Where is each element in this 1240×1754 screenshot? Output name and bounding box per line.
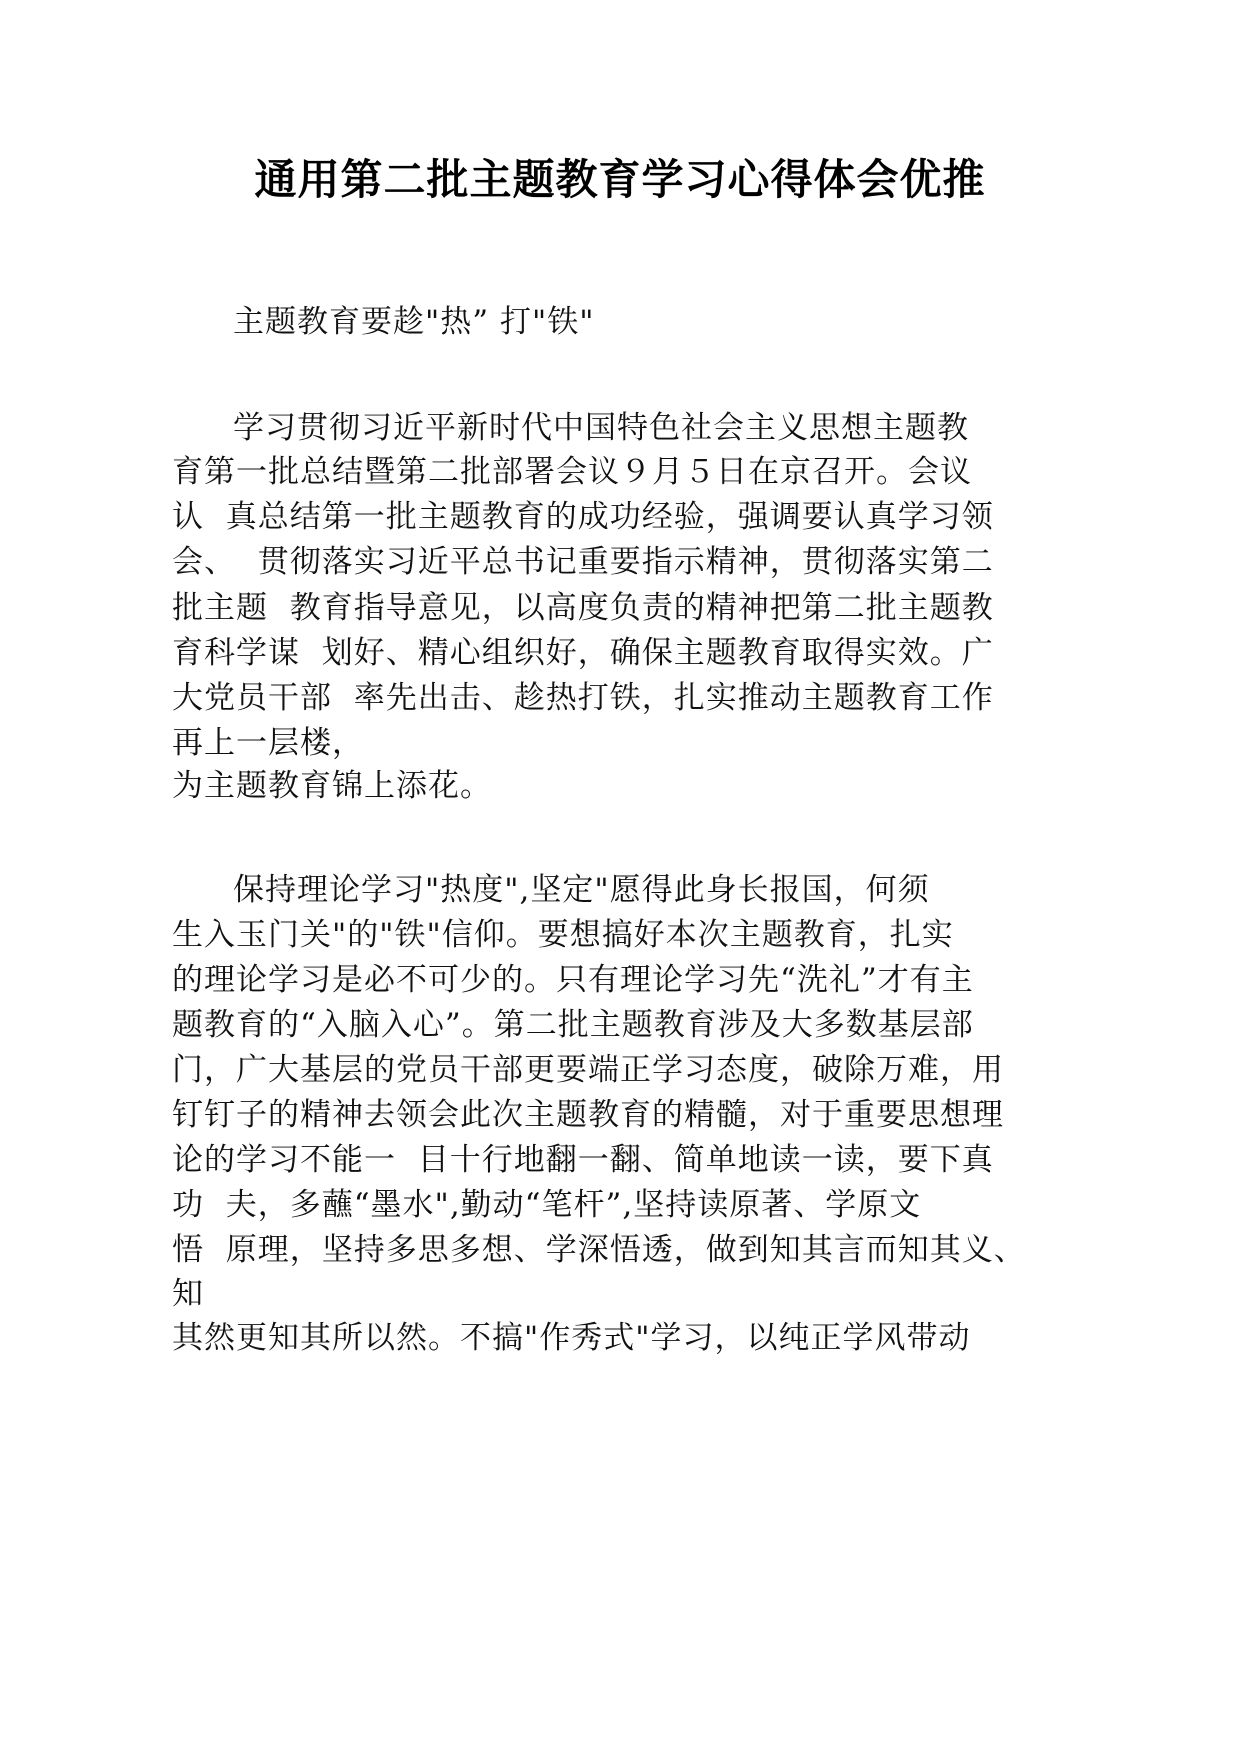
paragraph-1-line: 育科学谋 划好、精心组织好，确保主题教育取得实效。广 bbox=[172, 635, 994, 671]
paragraph-2-line: 题教育的“入脑入心”。第二批主题教育涉及大多数基层部 bbox=[172, 1007, 974, 1043]
paragraph-1-line: 为主题教育锦上添花。 bbox=[172, 768, 492, 804]
paragraph-1-line: 会、 贯彻落实习近平总书记重要指示精神，贯彻落实第二 bbox=[172, 544, 994, 580]
paragraph-1-line: 批主题 教育指导意见，以高度负责的精神把第二批主题教 bbox=[172, 590, 994, 626]
paragraph-1-line: 育第一批总结暨第二批部署会议９月５日在京召开。会议 bbox=[172, 454, 972, 490]
paragraph-2-line: 保持理论学习"热度",坚定"愿得此身长报国，何须 bbox=[233, 872, 930, 908]
paragraph-2-line: 门，广大基层的党员干部更要端正学习态度，破除万难，用 bbox=[172, 1052, 1004, 1088]
paragraph-2-line: 生入玉门关"的"铁"信仰。要想搞好本次主题教育，扎实 bbox=[172, 917, 954, 953]
paragraph-2-line: 的理论学习是必不可少的。只有理论学习先“洗礼”才有主 bbox=[172, 962, 974, 998]
paragraph-1-line: 大党员干部 率先出击、趁热打铁，扎实推动主题教育工作 bbox=[172, 680, 994, 716]
section-subtitle: 主题教育要趁"热” 打"铁" bbox=[233, 304, 595, 340]
paragraph-2-line: 功 夫，多蘸“墨水",勤动“笔杆”,坚持读原著、学原文 bbox=[172, 1187, 922, 1223]
paragraph-1-line: 认 真总结第一批主题教育的成功经验，强调要认真学习领 bbox=[172, 499, 994, 535]
paragraph-2-line: 悟 原理，坚持多思多想、学深悟透，做到知其言而知其义、 bbox=[172, 1232, 1026, 1268]
paragraph-2-line: 论的学习不能一 目十行地翻一翻、简单地读一读，要下真 bbox=[172, 1142, 994, 1178]
paragraph-1-line: 再上一层楼， bbox=[172, 725, 364, 761]
paragraph-1-line: 学习贯彻习近平新时代中国特色社会主义思想主题教 bbox=[233, 410, 969, 446]
paragraph-2-line: 知 bbox=[172, 1276, 204, 1312]
paragraph-2-line: 钉钉子的精神去领会此次主题教育的精髓，对于重要思想理 bbox=[172, 1097, 1004, 1133]
document-title: 通用第二批主题教育学习心得体会优推 bbox=[254, 155, 986, 204]
paragraph-2-line: 其然更知其所以然。不搞"作秀式"学习，以纯正学风带动 bbox=[172, 1320, 971, 1356]
